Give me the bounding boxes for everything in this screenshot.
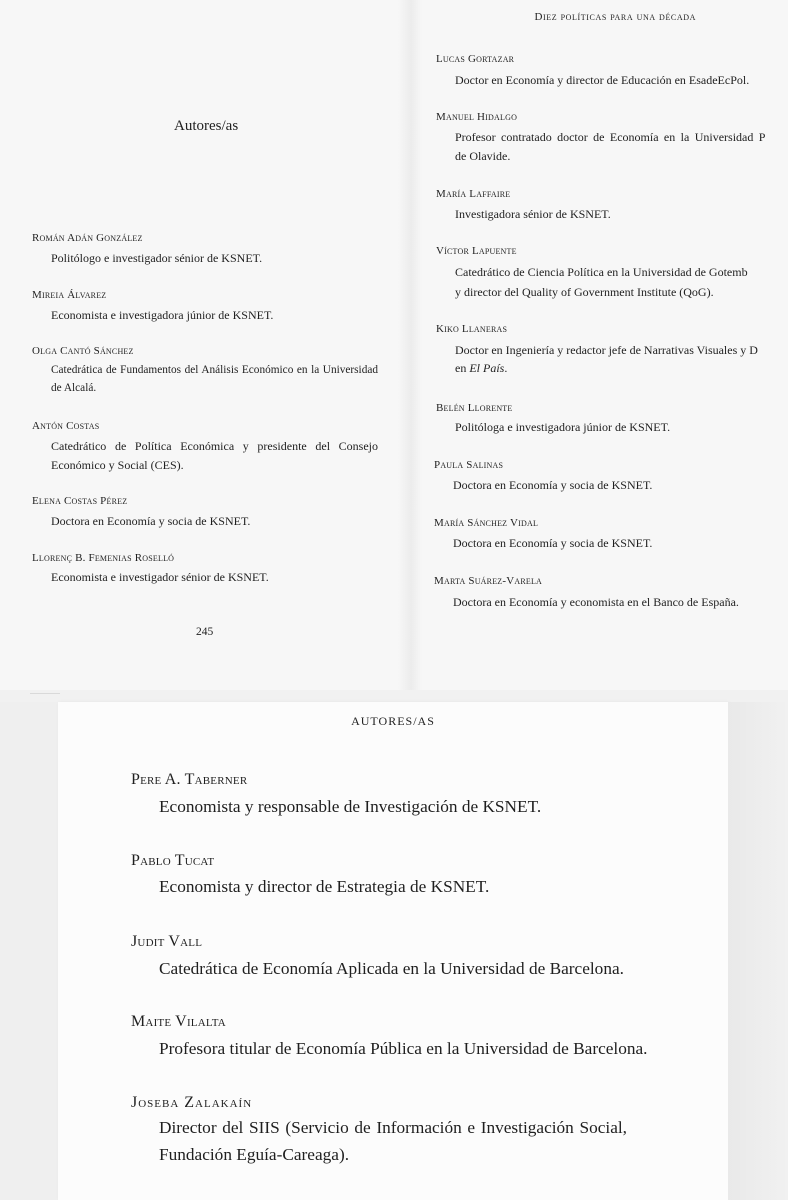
author-description: Doctora en Economía y socia de KSNET. xyxy=(453,478,653,492)
spread-gutter-shadow xyxy=(398,0,422,690)
author-name: Víctor Lapuente xyxy=(436,245,517,257)
author-description: Economista e investigadora júnior de KSNET. xyxy=(51,308,274,322)
author-description: Economista e investigador sénior de KSNET. xyxy=(51,570,269,584)
author-name: Joseba Zalakaín xyxy=(131,1094,253,1111)
author-description: Doctora en Economía y economista en el Banco de España. xyxy=(453,595,739,609)
author-name: Maite Vilalta xyxy=(131,1013,226,1030)
author-description: de Alcalá. xyxy=(51,382,97,394)
author-name: Lucas Gortazar xyxy=(436,53,515,65)
right-margin-shade xyxy=(728,702,788,1200)
author-description: Economista y director de Estrategia de KSNET. xyxy=(159,877,490,896)
description-text: en xyxy=(455,361,470,375)
author-description: Doctor en Ingeniería y redactor jefe de Narrativas Visuales y D xyxy=(455,343,758,357)
author-description: Investigadora sénior de KSNET. xyxy=(455,207,611,221)
author-description: Director del SIIS (Servicio de Información e Investigación Social, xyxy=(159,1118,627,1137)
author-name: Kiko Llaneras xyxy=(436,323,508,335)
author-name: Mireia Álvarez xyxy=(32,289,107,301)
newspaper-name: El País xyxy=(469,361,505,375)
author-name: Román Adán González xyxy=(32,232,143,244)
author-description: Doctor en Economía y director de Educación en EsadeEcPol. xyxy=(455,73,750,87)
running-header: AUTORES/AS xyxy=(351,714,435,728)
author-description: Doctora en Economía y socia de KSNET. xyxy=(51,514,251,528)
author-name: María Sánchez Vidal xyxy=(434,517,539,529)
author-name: Paula Salinas xyxy=(434,459,504,471)
author-description: Profesor contratado doctor de Economía en la Universidad P xyxy=(455,130,766,144)
page-number: 245 xyxy=(196,626,214,638)
photo-separator-line xyxy=(30,693,60,694)
author-name: Judit Vall xyxy=(131,933,203,950)
author-description: Politóloga e investigadora júnior de KSNET. xyxy=(455,420,671,434)
author-description: Catedrática de Fundamentos del Análisis Económico en la Universidad xyxy=(51,364,378,376)
author-name: Manuel Hidalgo xyxy=(436,111,518,123)
author-description: Económico y Social (CES). xyxy=(51,458,184,472)
author-name: Antón Costas xyxy=(32,420,100,432)
author-description: Fundación Eguía-Careaga). xyxy=(159,1145,350,1164)
author-description: Profesora titular de Economía Pública en la Universidad de Barcelona. xyxy=(159,1039,648,1058)
author-description: y director del Quality of Government Institute (QoG). xyxy=(455,285,714,299)
author-description: Catedrático de Ciencia Política en la Universidad de Gotemb xyxy=(455,265,748,279)
author-name: Pablo Tucat xyxy=(131,852,215,869)
author-description: Catedrática de Economía Aplicada en la Universidad de Barcelona. xyxy=(159,959,624,978)
author-description: Doctora en Economía y socia de KSNET. xyxy=(453,536,653,550)
author-description: Catedrático de Política Económica y presidente del Consejo xyxy=(51,439,378,453)
author-description: Politólogo e investigador sénior de KSNET. xyxy=(51,251,263,265)
author-name: Marta Suárez-Varela xyxy=(434,575,543,587)
author-description: de Olavide. xyxy=(455,149,511,163)
author-name: Llorenç B. Femenias Roselló xyxy=(32,552,175,564)
author-description: Economista y responsable de Investigación de KSNET. xyxy=(159,797,542,816)
author-name: María Laffaire xyxy=(436,188,511,200)
author-name: Elena Costas Pérez xyxy=(32,495,128,507)
author-description xyxy=(455,361,507,376)
photo-separator xyxy=(0,690,788,702)
author-name: Olga Cantó Sánchez xyxy=(32,345,134,357)
description-text: . xyxy=(504,361,508,375)
left-page-title: Autores/as xyxy=(174,118,239,134)
author-name: Belén Llorente xyxy=(436,402,513,414)
running-header: Diez políticas para una década xyxy=(534,11,696,23)
author-name: Pere A. Taberner xyxy=(131,771,248,788)
